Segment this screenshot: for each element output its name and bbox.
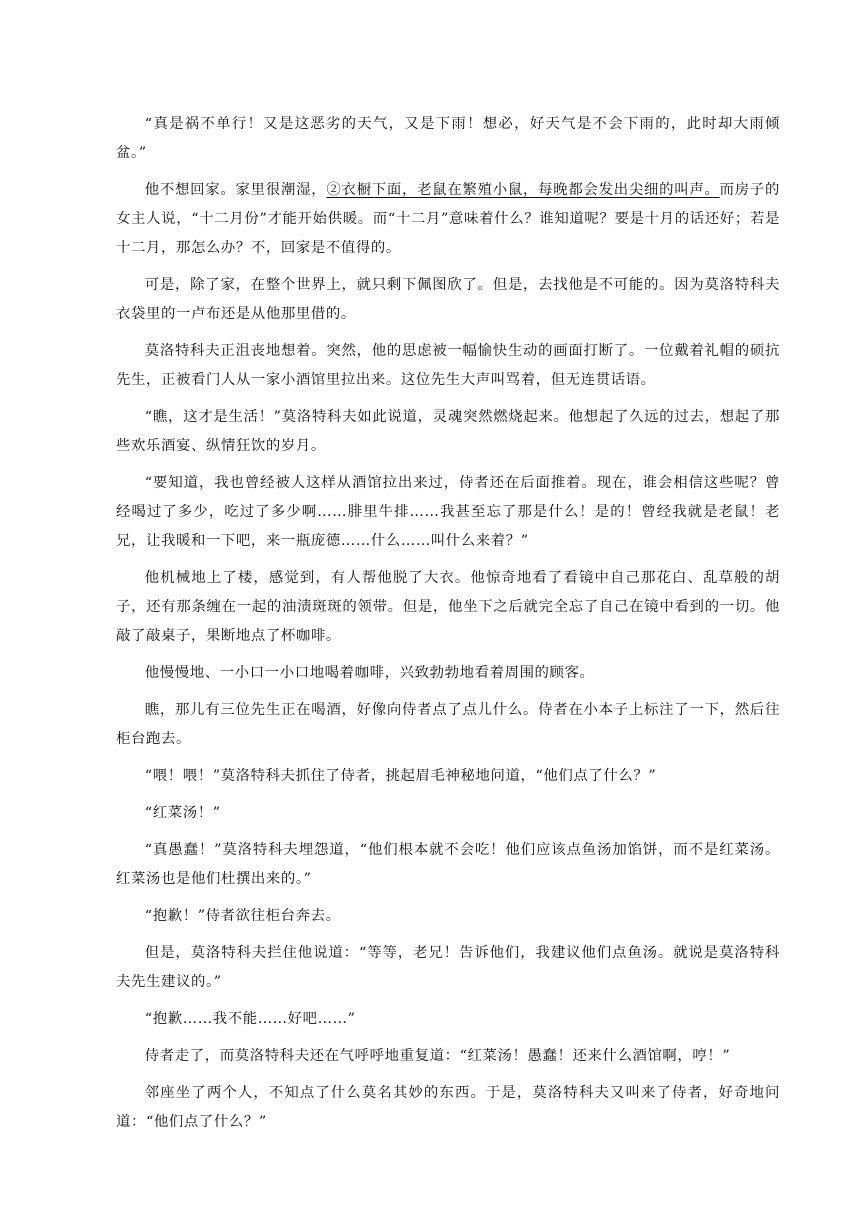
text-segment: “瞧，这才是生活！”莫洛特科夫如此说道，灵魂突然燃烧起来。他想起了久远的过去，想起了那些欢乐酒宴、纵情狂饮的岁月。: [116, 409, 780, 454]
text-segment: 邻座坐了两个人，不知点了什么莫名其妙的东西。于是，莫洛特科夫又叫来了侍者，好奇地问道：“他们点了什么？”: [116, 1085, 780, 1130]
text-segment: 莫洛特科夫正沮丧地想着。突然，他的思虑被一幅愉快生动的画面打断了。一位戴着礼帽的硕抗先生，正被看门人从一家小酒馆里拉出来。这位先生大声叫骂着，但无连贯话语。: [116, 343, 780, 388]
paragraph: [116, 1005, 780, 1034]
paragraph: [116, 799, 780, 828]
paragraph: [116, 659, 780, 688]
paragraph: [116, 176, 780, 263]
article-body: [116, 110, 780, 1145]
paragraph: [116, 762, 780, 791]
text-segment: “红菜汤！”: [144, 805, 221, 821]
paragraph: [116, 1042, 780, 1071]
text-segment: 但是，莫洛特科夫拦住他说道：“等等，老兄！告诉他们，我建议他们点鱼汤。就说是莫洛特科夫先生建议的。”: [116, 945, 780, 990]
text-segment: “要知道，我也曾经被人这样从酒馆拉出来过，侍者还在后面推着。现在，谁会相信这些呢？曾经喝过了多少，吃过了多少啊……腓里牛排……我甚至忘了那是什么！是的！曾经我就是老鼠！老兄，让我暖和一下吧，来一瓶庞德……什么……叫什么来着？”: [116, 475, 780, 549]
text-segment: 瞧，那儿有三位先生正在喝酒，好像向侍者点了点儿什么。侍者在小本子上标注了一下，然后往柜台跑去。: [116, 702, 780, 747]
underlined-sentence: ②衣橱下面，老鼠在繁殖小鼠，每晚都会发出尖细的叫声。: [326, 182, 720, 198]
text-segment: 而房子的女主人说，“十二月份”才能开始供暖。而“十二月”意味着什么？谁知道呢？要是十月的话还好；若是十二月，那怎么办？不，回家是不值得的。: [116, 182, 780, 256]
text-segment: “抱歉……我不能……好吧……”: [144, 1011, 356, 1027]
paragraph: [116, 1079, 780, 1137]
paragraph: [116, 696, 780, 754]
paragraph: [116, 469, 780, 556]
paragraph: [116, 337, 780, 395]
text-segment: “真是祸不单行！又是这恶劣的天气，又是下雨！想必，好天气是不会下雨的，此时却大雨倾盆。”: [116, 116, 780, 161]
text-segment: 可是，除了家，在整个世界上，就只剩下佩图欣了。但是，去找他是不可能的。因为莫洛特科夫衣袋里的一卢布还是从他那里借的。: [116, 277, 780, 322]
paragraph: [116, 564, 780, 651]
paragraph: [116, 271, 780, 329]
text-segment: “真愚蠢！”莫洛特科夫埋怨道，“他们根本就不会吃！他们应该点鱼汤加馅饼，而不是红菜汤。红菜汤也是他们杜撰出来的。”: [116, 842, 780, 887]
paragraph: [116, 403, 780, 461]
text-segment: 他机械地上了楼，感觉到，有人帮他脱了大衣。他惊奇地看了看镜中自己那花白、乱草般的胡子，还有那条缠在一起的油渍斑斑的领带。但是，他坐下之后就完全忘了自己在镜中看到的一切。他敲了敲桌子，果断地点了杯咖啡。: [116, 570, 780, 644]
text-segment: 他不想回家。家里很潮湿，: [144, 182, 327, 198]
text-segment: 他慢慢地、一小口一小口地喝着咖啡，兴致勃勃地看着周围的顾客。: [144, 665, 595, 681]
text-segment: 侍者走了，而莫洛特科夫还在气呼呼地重复道：“红菜汤！愚蠢！还来什么酒馆啊，哼！”: [144, 1048, 731, 1064]
paragraph: [116, 902, 780, 931]
text-segment: “喂！喂！”莫洛特科夫抓住了侍者，挑起眉毛神秘地问道，“他们点了什么？”: [144, 768, 657, 784]
paragraph: [116, 836, 780, 894]
text-segment: “抱歉！”侍者欲往柜台奔去。: [144, 908, 341, 924]
paragraph: [116, 939, 780, 997]
paragraph: [116, 110, 780, 168]
